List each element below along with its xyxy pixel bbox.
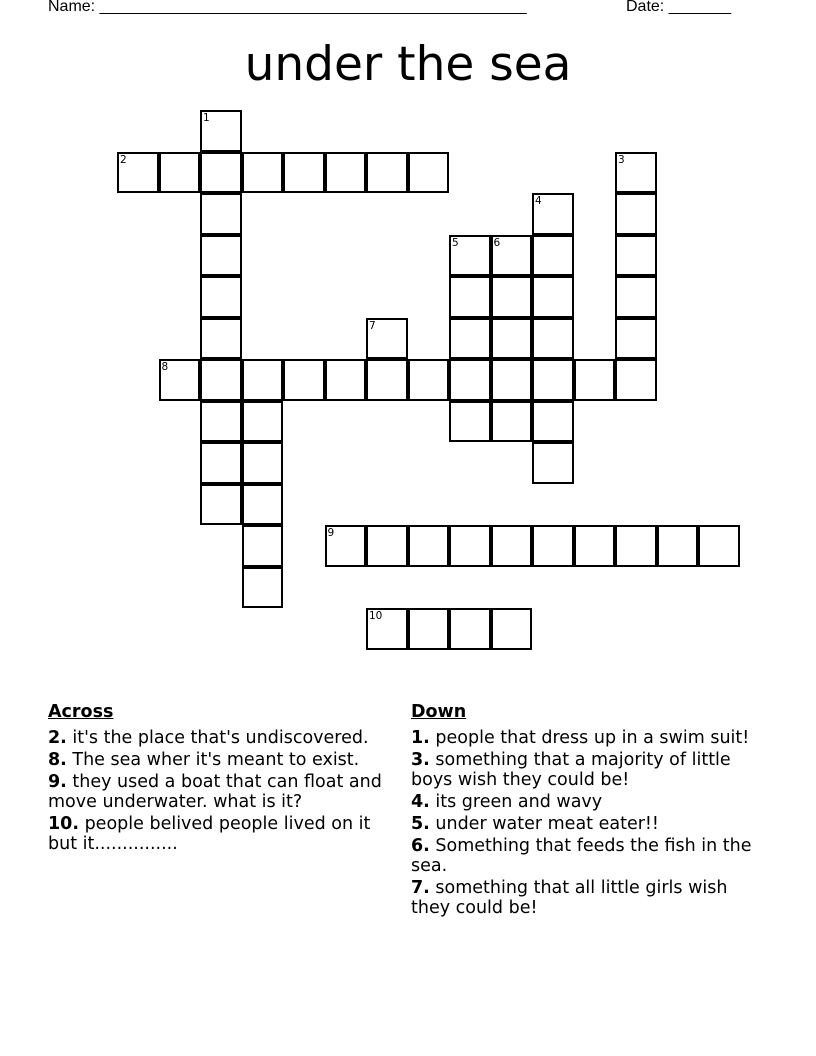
crossword-cell[interactable] [200, 401, 242, 443]
date-field-label[interactable]: Date: _______ [626, 0, 731, 15]
clue-number-label: 10. [48, 814, 80, 834]
crossword-cell[interactable] [615, 152, 657, 194]
crossword-cell[interactable] [491, 359, 533, 401]
page-title: under the sea [244, 37, 572, 92]
crossword-cell[interactable] [242, 567, 284, 609]
crossword-cell[interactable] [491, 401, 533, 443]
clue-number: 6 [493, 236, 501, 249]
down-clue-list [411, 728, 756, 918]
crossword-cell[interactable] [159, 359, 201, 401]
across-clue [48, 772, 398, 812]
crossword-cell[interactable] [491, 235, 533, 277]
crossword-cell[interactable] [242, 152, 284, 194]
crossword-cell[interactable] [200, 318, 242, 360]
crossword-cell[interactable] [325, 525, 367, 567]
crossword-cell[interactable] [615, 359, 657, 401]
down-clue [411, 792, 756, 812]
clue-text: Something that feeds the fish in the sea. [411, 836, 752, 876]
crossword-cell[interactable] [408, 525, 450, 567]
clue-number: 7 [369, 319, 376, 332]
crossword-cell[interactable] [491, 608, 533, 650]
clue-text: people belived people lived on it but it............... [48, 814, 371, 854]
across-clue-list [48, 728, 398, 854]
down-clue [411, 750, 756, 790]
clue-number: 8 [161, 361, 169, 373]
clue-number: 2 [120, 153, 127, 166]
crossword-cell[interactable] [449, 525, 491, 567]
clue-text: it's the place that's undiscovered. [66, 728, 369, 748]
crossword-cell[interactable] [200, 276, 242, 318]
crossword-cell[interactable] [449, 608, 491, 650]
crossword-cell[interactable] [200, 442, 242, 484]
clue-number-label: 2. [48, 728, 67, 748]
crossword-cell[interactable] [366, 525, 408, 567]
down-clues [411, 702, 756, 920]
clue-text: they used a boat that can float and move underwater. what is it? [48, 772, 382, 812]
down-heading: Down [411, 702, 467, 722]
crossword-cell[interactable] [491, 525, 533, 567]
clue-number-label: 3. [411, 750, 430, 770]
down-clue [411, 728, 756, 748]
clue-number: 3 [618, 153, 625, 166]
crossword-cell[interactable] [449, 318, 491, 360]
crossword-cell[interactable] [242, 359, 284, 401]
crossword-cell[interactable] [242, 401, 284, 443]
crossword-cell[interactable] [532, 193, 574, 235]
crossword-cell[interactable] [200, 110, 242, 152]
clue-number-label: 4. [411, 792, 430, 812]
crossword-cell[interactable] [491, 318, 533, 360]
crossword-cell[interactable] [615, 318, 657, 360]
crossword-cell[interactable] [200, 359, 242, 401]
clue-number-label: 1. [411, 728, 430, 748]
across-clue [48, 814, 398, 854]
across-clue [48, 728, 398, 748]
crossword-cell[interactable] [366, 152, 408, 194]
crossword-cell[interactable] [408, 152, 450, 194]
crossword-cell[interactable] [532, 235, 574, 277]
clue-text: something that all little girls wish they could be! [411, 878, 728, 918]
clue-number-label: 7. [411, 878, 430, 898]
crossword-cell[interactable] [117, 152, 159, 194]
clue-number-label: 6. [411, 836, 430, 856]
across-heading: Across [48, 702, 114, 722]
crossword-cell[interactable] [408, 608, 450, 650]
clue-number: 4 [535, 195, 542, 207]
crossword-cell[interactable] [449, 235, 491, 277]
crossword-cell[interactable] [242, 442, 284, 484]
crossword-cell[interactable] [408, 359, 450, 401]
clue-number: 1 [203, 112, 210, 124]
crossword-cell[interactable] [449, 359, 491, 401]
crossword-cell[interactable] [615, 193, 657, 235]
across-clue [48, 750, 398, 770]
crossword-cell[interactable] [283, 359, 325, 401]
crossword-cell[interactable] [325, 359, 367, 401]
clue-number: 9 [327, 527, 335, 539]
clue-text: something that a majority of little boys wish they could be! [411, 750, 731, 790]
clue-text: its green and wavy [429, 792, 603, 812]
down-clue [411, 878, 756, 918]
clue-text: under water meat eater!! [429, 814, 659, 834]
crossword-cell[interactable] [532, 525, 574, 567]
crossword-cell[interactable] [532, 276, 574, 318]
crossword-cell[interactable] [532, 401, 574, 443]
crossword-cell[interactable] [242, 525, 284, 567]
clue-text: people that dress up in a swim suit! [429, 728, 750, 748]
crossword-cell[interactable] [366, 318, 408, 360]
crossword-cell[interactable] [574, 525, 616, 567]
crossword-cell[interactable] [698, 525, 740, 567]
crossword-cell[interactable] [200, 235, 242, 277]
crossword-cell[interactable] [159, 152, 201, 194]
crossword-cell[interactable] [532, 359, 574, 401]
clue-number: 5 [452, 236, 459, 249]
crossword-cell[interactable] [532, 318, 574, 360]
crossword-cell[interactable] [615, 525, 657, 567]
clue-text: The sea wher it's meant to exist. [66, 750, 360, 770]
crossword-cell[interactable] [366, 359, 408, 401]
crossword-cell[interactable] [449, 276, 491, 318]
crossword-cell[interactable] [283, 152, 325, 194]
crossword-cell[interactable] [200, 484, 242, 526]
down-clue [411, 814, 756, 834]
crossword-cell[interactable] [242, 484, 284, 526]
crossword-cell[interactable] [532, 442, 574, 484]
name-field-label[interactable]: Name: ________________________________________________ [48, 0, 527, 15]
crossword-cell[interactable] [574, 359, 616, 401]
crossword-cell[interactable] [615, 235, 657, 277]
crossword-cell[interactable] [615, 276, 657, 318]
clue-number-label: 9. [48, 772, 67, 792]
crossword-cell[interactable] [657, 525, 699, 567]
crossword-cell[interactable] [325, 152, 367, 194]
crossword-cell[interactable] [200, 152, 242, 194]
crossword-cell[interactable] [449, 401, 491, 443]
clue-number-label: 5. [411, 814, 430, 834]
clue-number-label: 8. [48, 750, 67, 770]
crossword-cell[interactable] [366, 608, 408, 650]
crossword-cell[interactable] [200, 193, 242, 235]
crossword-cell[interactable] [491, 276, 533, 318]
across-clues [48, 702, 398, 856]
down-clue [411, 836, 756, 876]
clue-number: 10 [369, 610, 383, 622]
